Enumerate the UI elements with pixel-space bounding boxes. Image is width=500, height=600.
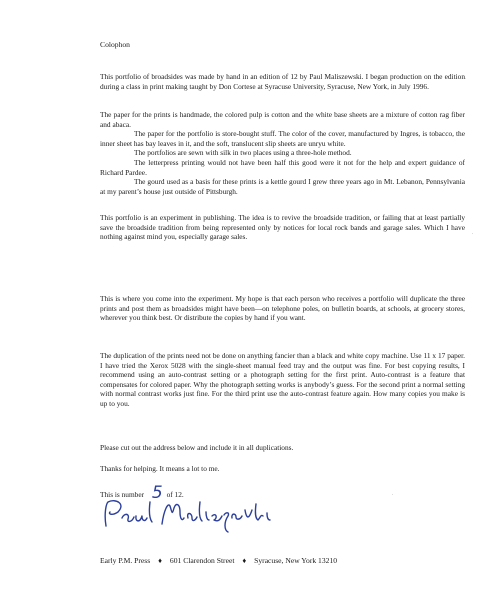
paragraph-cutout [100, 443, 465, 453]
paragraph-intro [100, 72, 465, 91]
duplication-text: The duplication of the prints need not be done on anything fancier than a black and white copy machine. Use 11 x 17 paper. I have tried the Xerox 5028 with the single-sheet manual feed tray and the output was fine. For best copying results, I recommend using an auto-contrast setting or a photograph setting for the first print. Auto-contrast is a feature that compensates for colored paper. Why the photograph setting works is anybody’s guess. For the second print a normal setting with normal contrast works just fine. For the third print use the auto-contrast feature again. How many copies you make is up to you. [100, 351, 465, 408]
city-state-zip: Syracuse, New York 13210 [254, 556, 338, 565]
paragraph-materials [100, 110, 465, 196]
portfolio-paper-text: The paper for the portfolio is store-bought stuff. The color of the cover, manufactured by Ingres, is tobacco, the inner sheet has bay leaves in it, and the soft, translucent slip sheets are unryu white. [100, 129, 465, 148]
paragraph-thanks [100, 464, 465, 474]
diamond-separator-icon: ♦ [242, 556, 247, 565]
number-suffix: of 12. [166, 490, 184, 499]
intro-text: This portfolio of broadsides was made by hand in an edition of 12 by Paul Maliszewski. I began production on the edition during a class in print making taught by Don Cortese at Syracuse University, Syracuse, New York, in July 1996. [100, 72, 465, 91]
paper-text: The paper for the prints is handmade, the colored pulp is cotton and the white base sheets are a mixture of cotton rag fiber and abaca. [100, 110, 465, 129]
cutout-text: Please cut out the address below and include it in all duplications. [100, 443, 294, 452]
letterpress-text: The letterpress printing would not have been half this good were it not for the help and expert guidance of Richard Pardee. [100, 157, 465, 177]
participation-text: This is where you come into the experiment. My hope is that each person who receives a portfolio will duplicate the three prints and post them as broadsides might have been—on telephone poles, on bulletin boards, at schools, at grocery stores, wherever you think best. Or distribute the copies by hand if you want. [100, 294, 465, 323]
press-address [100, 556, 337, 565]
thanks-text: Thanks for helping. It means a lot to me. [100, 464, 220, 473]
paragraph-duplication [100, 351, 465, 409]
paper-speck [465, 78, 466, 79]
signature [100, 496, 280, 534]
paragraph-experiment [100, 213, 465, 242]
press-name: Early P.M. Press [100, 556, 151, 565]
number-prefix: This is number [100, 490, 145, 499]
sewing-text: The portfolios are sewn with silk in two places using a three-hole method. [134, 148, 352, 158]
paper-speck [472, 233, 473, 234]
diamond-separator-icon: ♦ [158, 556, 162, 565]
paragraph-participation [100, 294, 465, 323]
paper-speck [392, 494, 393, 495]
colophon-title: Colophon [100, 40, 130, 49]
street-address: 601 Clarendon Street [169, 556, 235, 565]
gourd-text: The gourd used as a basis for these prints is a kettle gourd I grew three years ago in Mt. Lebanon, Pennsylvania at my parent’s house just outside of Pittsburgh. [100, 177, 465, 196]
handwritten-number: 5 [151, 483, 163, 503]
experiment-text: This portfolio is an experiment in publishing. The idea is to revive the broadside tradition, or failing that at least partially save the broadside tradition from being represented only by notices for local rock bands and garage sales. Which I have nothing against mind you, especially garage sales. [100, 213, 465, 242]
